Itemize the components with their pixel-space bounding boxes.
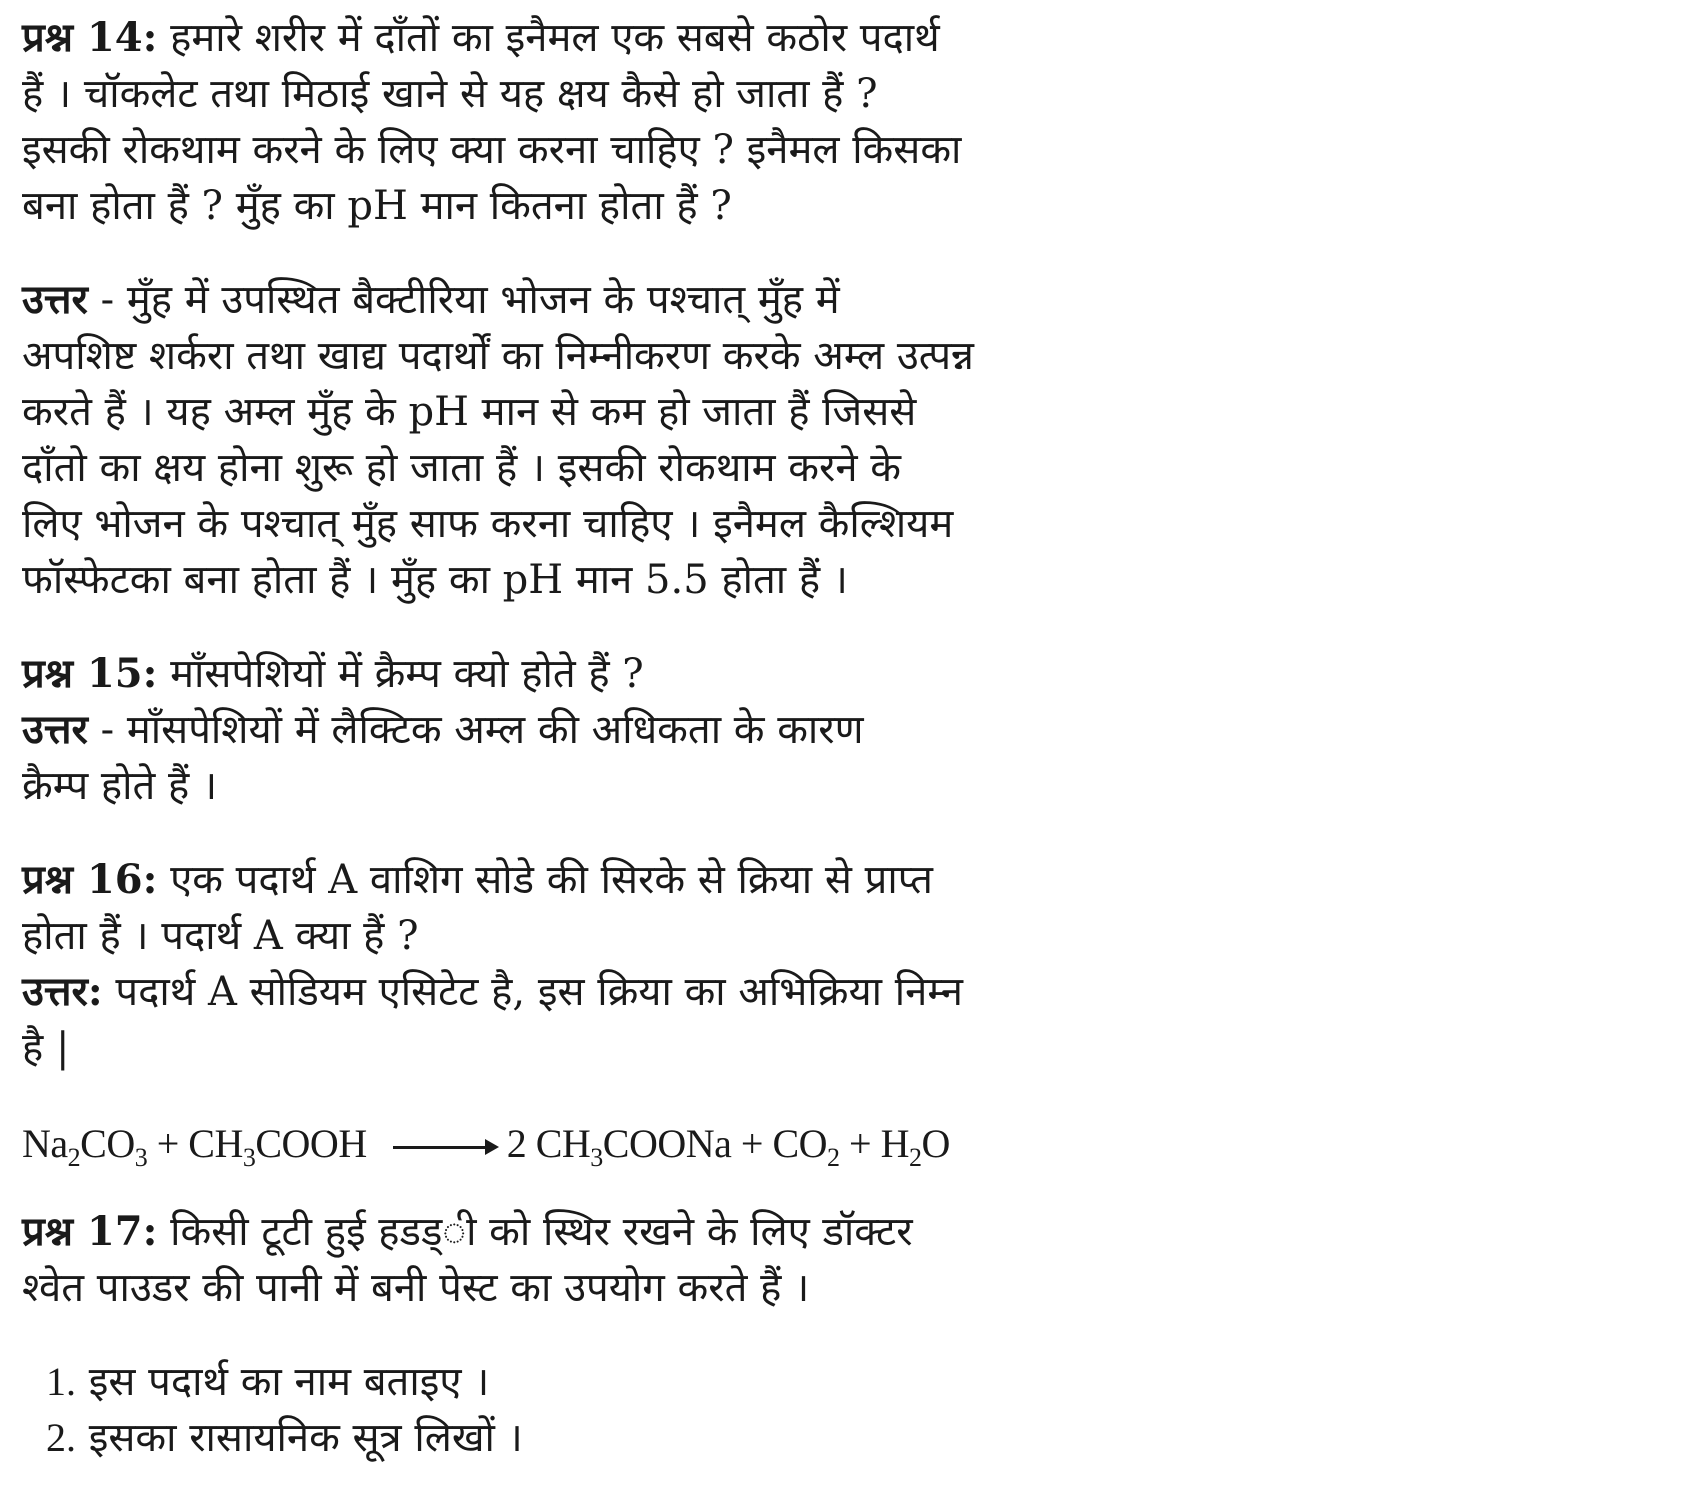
plus-sign: + [147, 1121, 189, 1166]
question-text: माँसपेशियों में क्रैम्प क्यो होते हैं ? [170, 651, 644, 697]
reactant-acetic-acid: $CH_3COOH$ [188, 1121, 367, 1172]
question-text: हैं । चॉकलेट तथा मिठाई खाने से यह क्षय कैसे हो जाता हैं ? [22, 71, 878, 117]
answer-label: उत्तर: [22, 968, 103, 1015]
list-item: 2. इसका रासायनिक सूत्र लिखों । [46, 1415, 523, 1461]
answer-label: उत्तर [22, 706, 88, 753]
reactant-sodium-carbonate: $Na_2CO_3$ [22, 1121, 148, 1172]
question-text: हमारे शरीर में दाँतों का इनैमल एक सबसे कठोर पदार्थ [170, 15, 940, 61]
reaction-arrow-icon [393, 1146, 493, 1149]
answer-text: अपशिष्ट शर्करा तथा खाद्य पदार्थों का निम्नीकरण करके अम्ल उत्पन्न [22, 333, 974, 379]
question-16 [22, 852, 1142, 908]
answer-14 [22, 272, 1142, 608]
answer-separator: - [87, 707, 127, 753]
product-sodium-acetate: 2 $CH_3COONa$ [506, 1121, 732, 1172]
answer-label: उत्तर [22, 276, 88, 323]
question-16-block [22, 852, 1142, 1076]
answer-text: क्रैम्प होते हैं । [22, 763, 218, 809]
question-text: किसी टूटी हुई हडड्ी को स्थिर रखने के लिए डॉक्टर [170, 1209, 913, 1255]
question-text: इसकी रोकथाम करने के लिए क्या करना चाहिए ? इनैमल किसका [22, 127, 962, 173]
question-14 [22, 10, 1142, 234]
answer-text: पदार्थ A सोडियम एसिटेट है, इस क्रिया का अभिक्रिया निम्न [115, 969, 964, 1015]
list-item: 1. इस पदार्थ का नाम बताइए । [46, 1359, 490, 1405]
answer-text: माँसपेशियों में लैक्टिक अम्ल की अधिकता के कारण [126, 707, 864, 753]
question-label: प्रश्न 15: [22, 650, 158, 697]
question-label: प्रश्न 16: [22, 856, 158, 903]
question-text: बना होता हैं ? मुँह का pH मान कितना होता हैं ? [22, 183, 732, 229]
answer-16 [22, 964, 1142, 1020]
answer-text: करते हैं । यह अम्ल मुँह के pH मान से कम हो जाता हैं जिससे [22, 389, 917, 435]
answer-text: लिए भोजन के पश्चात् मुँह साफ करना चाहिए । इनैमल कैल्शियम [22, 501, 954, 547]
question-text: एक पदार्थ A वाशिग सोडे की सिरके से क्रिया से प्राप्त [170, 857, 933, 903]
document-page [22, 10, 1142, 1466]
answer-15 [22, 702, 1142, 758]
question-text: श्वेत पाउडर की पानी में बनी पेस्ट का उपयोग करते हैं । [22, 1265, 810, 1311]
sub-question-list [46, 1354, 1142, 1466]
question-text: होता हैं । पदार्थ A क्या हैं ? [22, 913, 419, 959]
product-water: $H_2O$ [880, 1121, 950, 1172]
product-carbon-dioxide: $CO_2$ [772, 1121, 840, 1172]
question-15-block [22, 646, 1142, 814]
question-label: प्रश्न 14: [22, 14, 158, 61]
question-17 [22, 1204, 1142, 1316]
question-15 [22, 646, 1142, 702]
question-label: प्रश्न 17: [22, 1208, 158, 1255]
answer-text: दाँतो का क्षय होना शुरू हो जाता हैं । इसकी रोकथाम करने के [22, 445, 901, 491]
answer-text: मुँह में उपस्थित बैक्टीरिया भोजन के पश्चात् मुँह में [126, 277, 840, 323]
plus-sign: + [839, 1121, 881, 1166]
answer-separator: - [87, 277, 127, 323]
chemical-equation [22, 1114, 1142, 1174]
answer-text: फॉस्फेटका बना होता हैं । मुँह का pH मान 5.5 होता हैं । [22, 557, 848, 603]
plus-sign: + [731, 1121, 773, 1166]
answer-text: है | [22, 1025, 70, 1071]
